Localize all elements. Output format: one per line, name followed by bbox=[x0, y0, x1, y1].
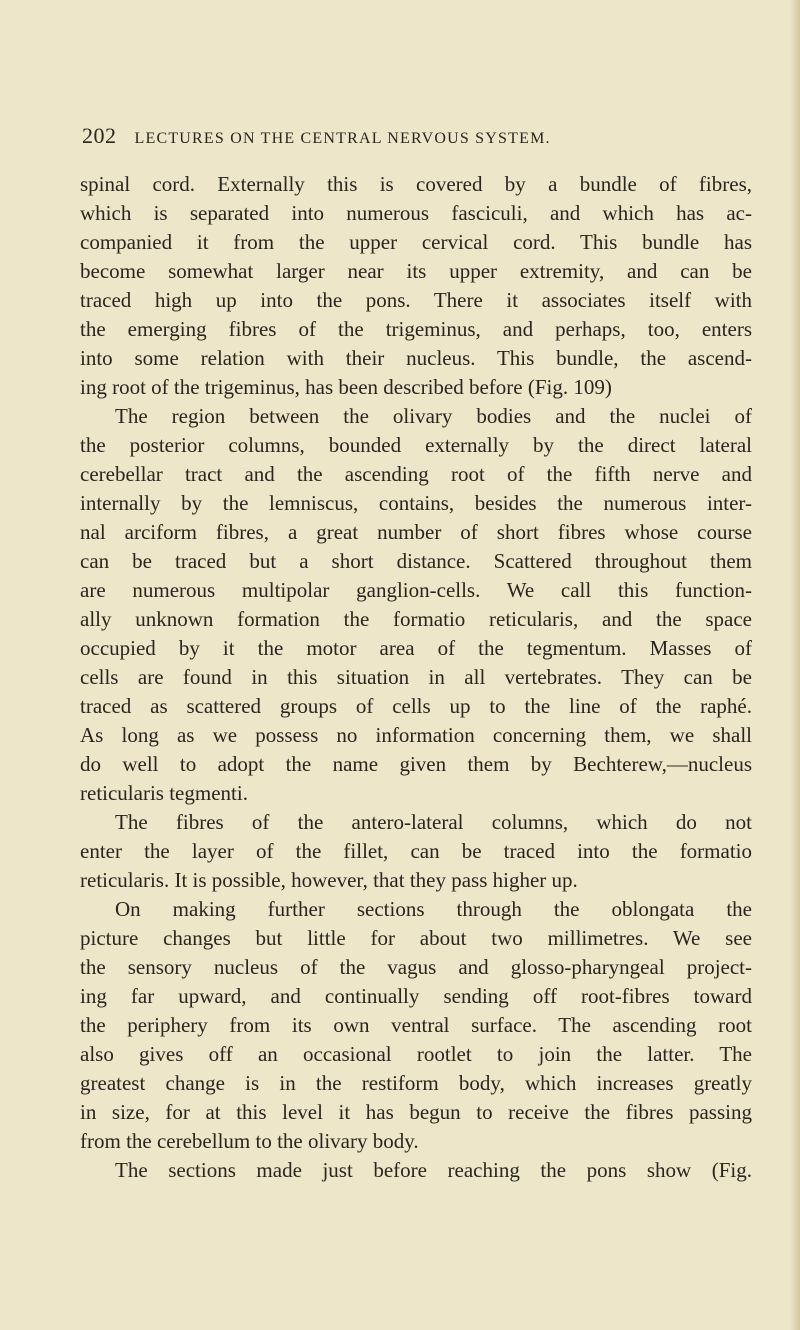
text-line: greatest change is in the restiform body, which increases greatly bbox=[80, 1071, 752, 1095]
text-line: picture changes but little for about two millimetres. We see bbox=[80, 926, 752, 950]
text-line: reticularis tegmenti. bbox=[80, 781, 248, 805]
page-number: 202 bbox=[82, 123, 117, 148]
text-line: As long as we possess no information concerning them, we shall bbox=[80, 723, 752, 747]
text-line: do well to adopt the name given them by Bechterew,—nucleus bbox=[80, 752, 752, 776]
text-line: ally unknown formation the formatio reticularis, and the space bbox=[80, 607, 752, 631]
text-line: into some relation with their nucleus. This bundle, the ascend- bbox=[80, 346, 752, 370]
text-line: The fibres of the antero-lateral columns, which do not bbox=[115, 810, 752, 834]
text-line: spinal cord. Externally this is covered by a bundle of fibres, bbox=[80, 172, 752, 196]
text-line: cerebellar tract and the ascending root of the fifth nerve and bbox=[80, 462, 752, 486]
text-line: ing root of the trigeminus, has been described before (Fig. 109) bbox=[80, 375, 612, 399]
text-line: The sections made just before reaching the pons show (Fig. bbox=[115, 1158, 752, 1182]
text-line: the periphery from its own ventral surface. The ascending root bbox=[80, 1013, 752, 1037]
running-head: LECTURES ON THE CENTRAL NERVOUS SYSTEM. bbox=[134, 130, 551, 147]
text-line: internally by the lemniscus, contains, besides the numerous inter- bbox=[80, 491, 752, 515]
text-line: can be traced but a short distance. Scattered throughout them bbox=[80, 549, 752, 573]
text-line: The region between the olivary bodies and the nuclei of bbox=[115, 404, 752, 428]
text-line: traced high up into the pons. There it associates itself with bbox=[80, 288, 752, 312]
text-line: from the cerebellum to the olivary body. bbox=[80, 1129, 419, 1153]
text-line: nal arciform fibres, a great number of short fibres whose course bbox=[80, 520, 752, 544]
page-edge bbox=[790, 0, 800, 1330]
text-line: On making further sections through the oblongata the bbox=[115, 897, 752, 921]
body-text bbox=[80, 170, 752, 1185]
text-line: which is separated into numerous fasciculi, and which has ac- bbox=[80, 201, 752, 225]
text-line: traced as scattered groups of cells up to the line of the raphé. bbox=[80, 694, 752, 718]
text-line: occupied by it the motor area of the tegmentum. Masses of bbox=[80, 636, 752, 660]
text-line: reticularis. It is possible, however, that they pass higher up. bbox=[80, 868, 578, 892]
text-line: become somewhat larger near its upper extremity, and can be bbox=[80, 259, 752, 283]
text-line: ing far upward, and continually sending off root-fibres toward bbox=[80, 984, 752, 1008]
text-line: cells are found in this situation in all vertebrates. They can be bbox=[80, 665, 752, 689]
page-header bbox=[82, 123, 702, 153]
text-line: the posterior columns, bounded externally by the direct lateral bbox=[80, 433, 752, 457]
text-line: the emerging fibres of the trigeminus, and perhaps, too, enters bbox=[80, 317, 752, 341]
text-line: are numerous multipolar ganglion-cells. We call this function- bbox=[80, 578, 752, 602]
text-line: the sensory nucleus of the vagus and glosso-pharyngeal project- bbox=[80, 955, 752, 979]
text-line: companied it from the upper cervical cord. This bundle has bbox=[80, 230, 752, 254]
text-line: in size, for at this level it has begun to receive the fibres passing bbox=[80, 1100, 752, 1124]
text-line: enter the layer of the fillet, can be traced into the formatio bbox=[80, 839, 752, 863]
text-line: also gives off an occasional rootlet to join the latter. The bbox=[80, 1042, 752, 1066]
